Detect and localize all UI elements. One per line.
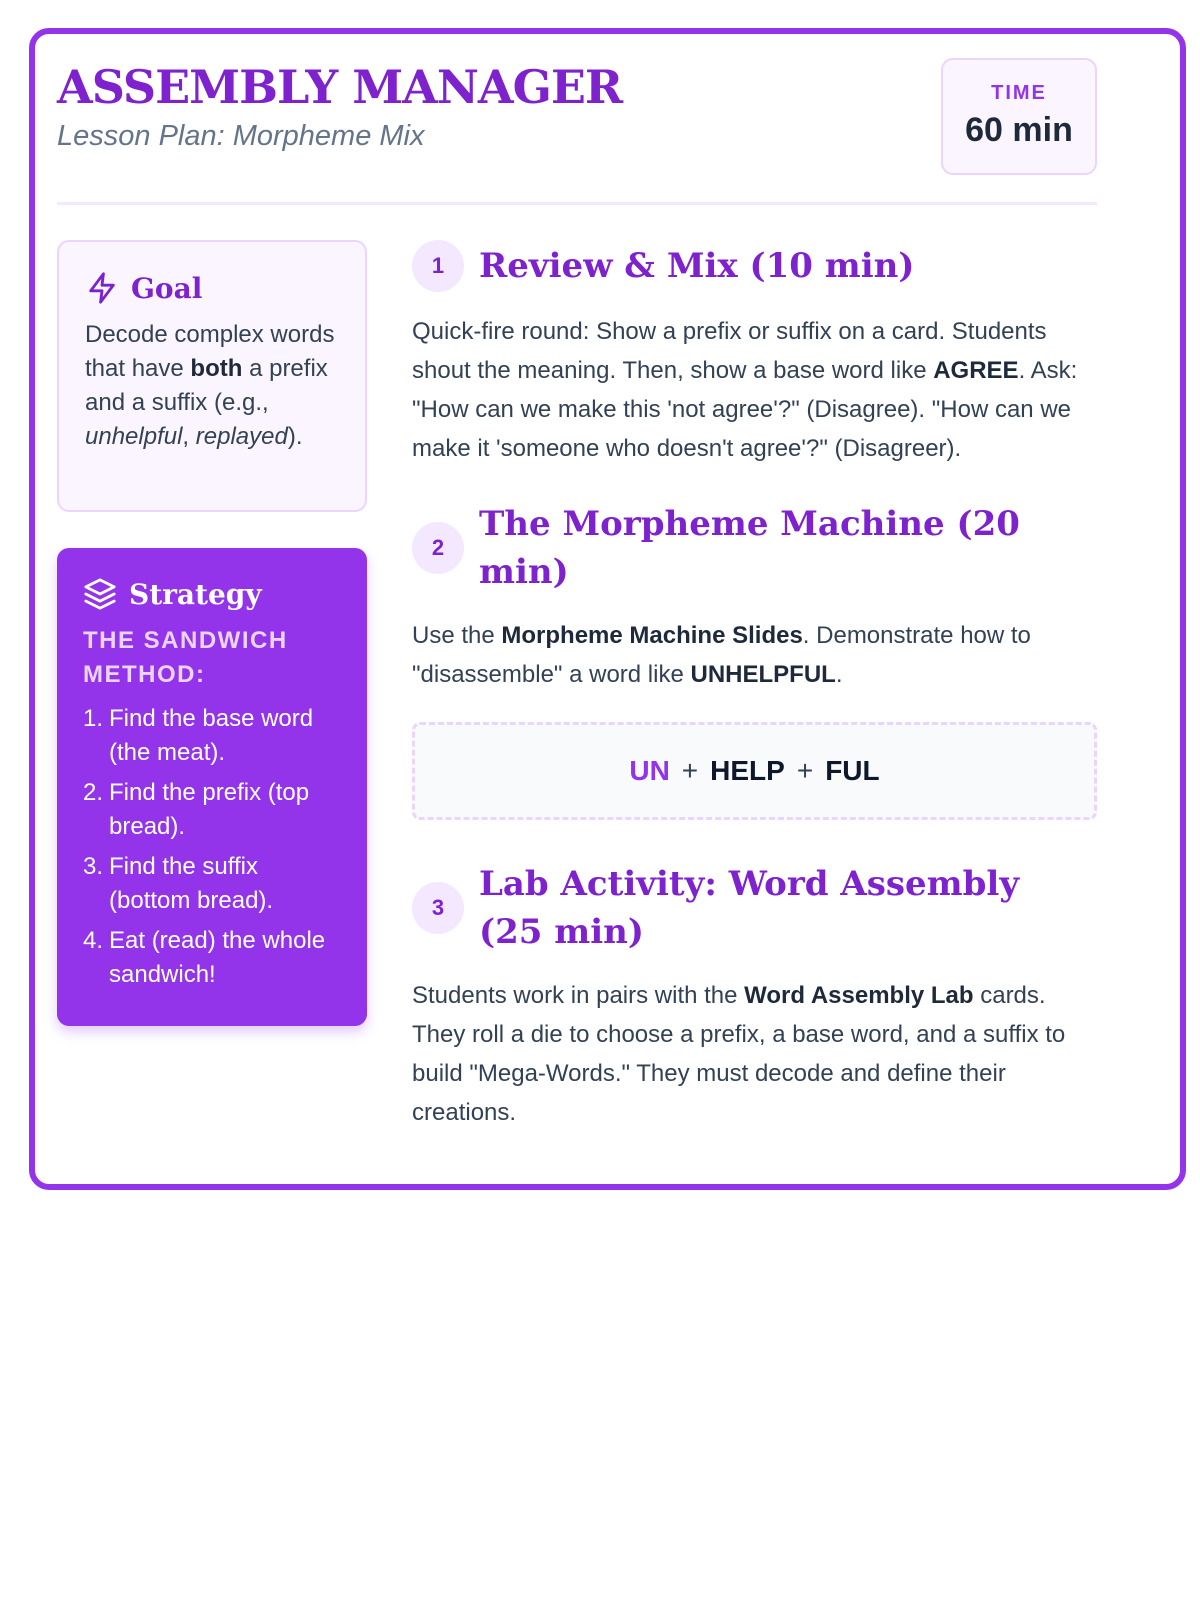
section-lab-activity (412, 860, 1097, 1132)
section-title: Review & Mix (10 min) (479, 246, 915, 286)
header-divider (57, 202, 1097, 205)
time-box (941, 58, 1097, 175)
layers-icon (83, 577, 117, 611)
section-text: Quick-fire round: Show a prefix or suffix on a card. Students shout the meaning. Then, show a base word like AGREE. Ask: "How can we make this 'not agree'?" (Disagree). "How can we make it 'someone who doesn't agree'?" (Disagreer). (412, 318, 1078, 462)
section-title: Lab Activity: Word Assembly (25 min) (479, 864, 1020, 952)
section-text: Students work in pairs with the Word Assembly Lab cards. They roll a die to choose a prefix, a base word, and a suffix to build "Mega-Words." They must decode and define their creations. (412, 982, 1066, 1126)
strategy-steps (83, 702, 341, 992)
formula-suffix: FUL (825, 755, 880, 786)
strategy-step: 1. Find the base word (the meat). (83, 705, 314, 766)
section-number-badge: 2 (412, 522, 464, 574)
section-morpheme-machine (412, 500, 1097, 820)
formula-plus: + (796, 755, 814, 786)
strategy-step: 3. Find the suffix (bottom bread). (83, 853, 274, 914)
formula-prefix: UN (629, 755, 670, 786)
section-number-badge: 3 (412, 882, 464, 934)
lesson-sections (412, 240, 1097, 1132)
strategy-step: 2. Find the prefix (top bread). (83, 779, 310, 840)
section-text: Use the Morpheme Machine Slides. Demonstrate how to "disassemble" a word like UNHELPFUL. (412, 622, 1031, 688)
strategy-step: 4. Eat (read) the whole sandwich! (83, 927, 326, 988)
strategy-title: Strategy (129, 577, 262, 611)
section-review-mix (412, 240, 1097, 468)
goal-title: Goal (131, 271, 203, 305)
page-title: ASSEMBLY MANAGER (57, 60, 623, 114)
goal-text: Decode complex words that have both a prefix and a suffix (e.g., unhelpful, replayed). (85, 321, 335, 450)
morpheme-formula (412, 722, 1097, 820)
time-value: 60 min (965, 111, 1073, 149)
formula-base: HELP (710, 755, 785, 786)
time-label: TIME (991, 82, 1047, 104)
section-number-badge: 1 (412, 240, 464, 292)
strategy-subtitle: THE SANDWICH METHOD: (83, 627, 288, 688)
lightning-bolt-icon (85, 271, 119, 305)
formula-plus: + (681, 755, 699, 786)
section-title: The Morpheme Machine (20 min) (479, 504, 1020, 592)
goal-box (57, 240, 367, 512)
page-subtitle: Lesson Plan: Morpheme Mix (57, 120, 425, 152)
strategy-box (57, 548, 367, 1026)
header (57, 58, 1097, 208)
